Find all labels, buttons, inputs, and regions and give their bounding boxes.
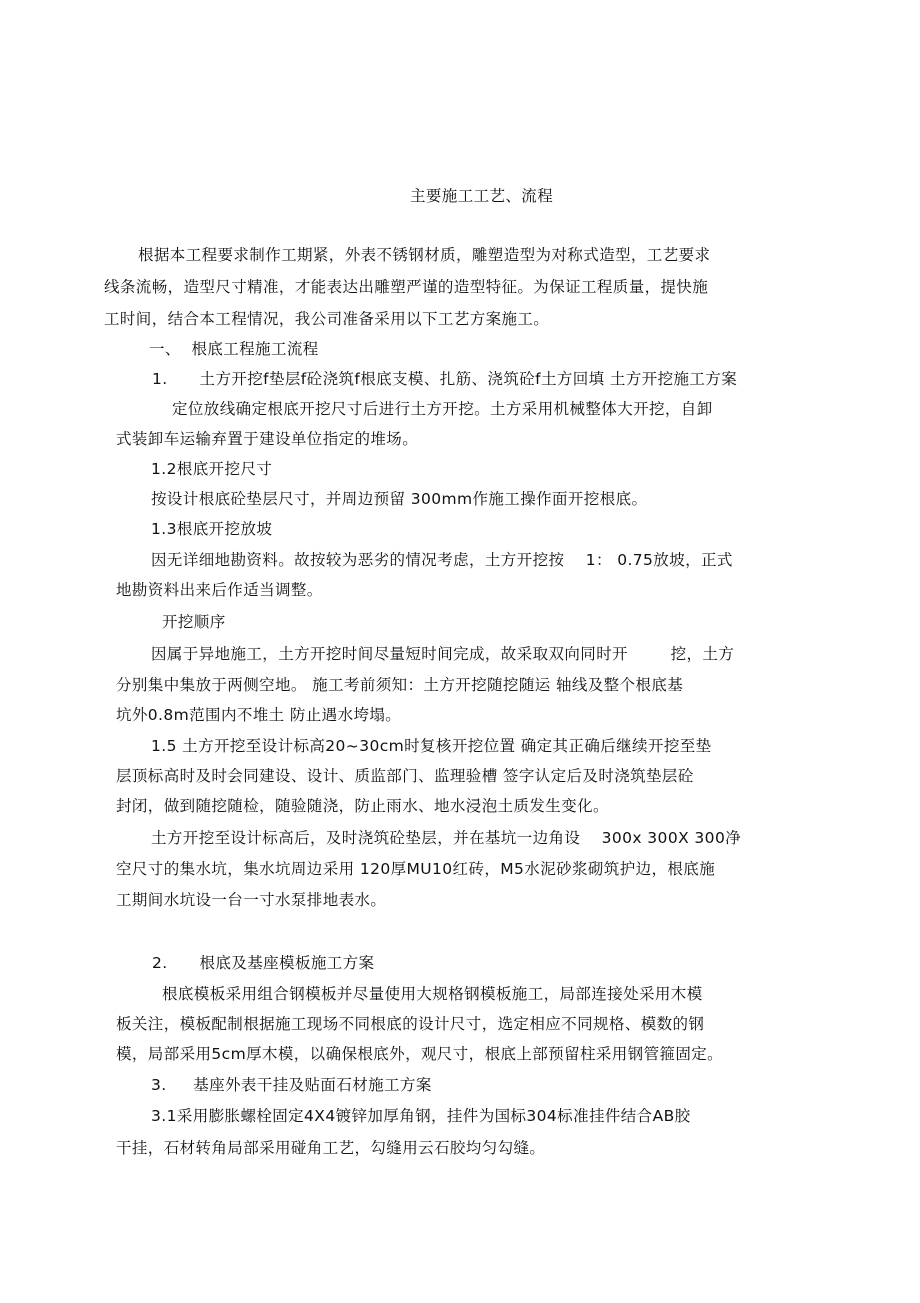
paragraph-line: 根底模板采用组合钢模板并尽量使用大规格钢模板施工，局部连接处采用木模 [162, 985, 703, 1003]
section-heading: 3. 基座外表干挂及贴面石材施工方案 [151, 1076, 432, 1094]
paragraph-line: 1.5 土方开挖至设计标高20~30cm时复核开挖位置 确定其正确后继续开挖至垫 [151, 737, 712, 755]
section-heading: 2. 根底及基座模板施工方案 [152, 954, 375, 972]
subsection-heading: 1.3根底开挖放坡 [151, 520, 273, 538]
subsection-heading: 开挖顺序 [162, 613, 226, 631]
paragraph-line: 按设计根底砼垫层尺寸，并周边预留 300mm作施工操作面开挖根底。 [151, 490, 648, 508]
paragraph-line: 干挂，石材转角局部采用碰角工艺，勾缝用云石胶均匀勾缝。 [116, 1139, 546, 1157]
paragraph-line: 空尺寸的集水坑，集水坑周边采用 120厚MU10红砖，M5水泥砂浆砌筑护边，根底施 [116, 860, 716, 878]
paragraph-line: 因无详细地勘资料。故按较为恶劣的情况考虑，土方开挖按 1： 0.75放坡，正式 [151, 551, 733, 569]
paragraph-line: 分别集中集放于两侧空地。 施工考前须知：土方开挖随挖随运 轴线及整个根底基 [116, 676, 684, 694]
paragraph-line: 根据本工程要求制作工期紧，外表不锈钢材质，雕塑造型为对称式造型，工艺要求 [138, 246, 711, 264]
paragraph-line: 地勘资料出来后作适当调整。 [116, 581, 323, 599]
paragraph-line: 封闭，做到随挖随检，随验随浇，防止雨水、地水浸泡土质发生变化。 [116, 797, 609, 815]
paragraph-line: 坑外0.8m范围内不堆土 防止遇水垮塌。 [116, 706, 402, 724]
paragraph-line: 定位放线确定根底开挖尺寸后进行土方开挖。土方采用机械整体大开挖，自卸 [172, 400, 713, 418]
paragraph-line: 工时间，结合本工程情况，我公司准备采用以下工艺方案施工。 [104, 310, 550, 328]
subsection-heading: 1.2根底开挖尺寸 [151, 460, 273, 478]
paragraph-line: 3.1采用膨胀螺栓固定4X4镀锌加厚角钢，挂件为国标304标准挂件结合AB胶 [151, 1107, 691, 1125]
paragraph-line: 工期间水坑设一台一寸水泵排地表水。 [116, 891, 387, 909]
paragraph-line: 式装卸车运输弃置于建设单位指定的堆场。 [116, 430, 419, 448]
paragraph-line: 土方开挖至设计标高后，及时浇筑砼垫层，并在基坑一边角设 300x 300X 300净 [151, 829, 742, 847]
paragraph-line: 板关注，模板配制根据施工现场不同根底的设计尺寸，选定相应不同规格、模数的钢 [116, 1015, 705, 1033]
paragraph-line: 因属于异地施工，土方开挖时间尽量短时间完成，故采取双向同时开 挖，土方 [151, 645, 735, 663]
paragraph-line: 1. 土方开挖f垫层f砼浇筑f根底支模、扎筋、浇筑砼f土方回填 土方开挖施工方案 [152, 370, 738, 388]
paragraph-line: 层顶标高时及时会同建设、设计、质监部门、监理验槽 签字认定后及时浇筑垫层砼 [116, 767, 694, 785]
section-heading: 一、 根底工程施工流程 [149, 340, 319, 358]
page-title: 主要施工工艺、流程 [410, 187, 554, 205]
paragraph-line: 模，局部采用5cm厚木模，以确保根底外，观尺寸，根底上部预留柱采用钢管箍固定。 [116, 1045, 724, 1063]
paragraph-line: 线条流畅，造型尺寸精准，才能表达出雕塑严谨的造型特征。为保证工程质量，提快施 [104, 278, 709, 296]
